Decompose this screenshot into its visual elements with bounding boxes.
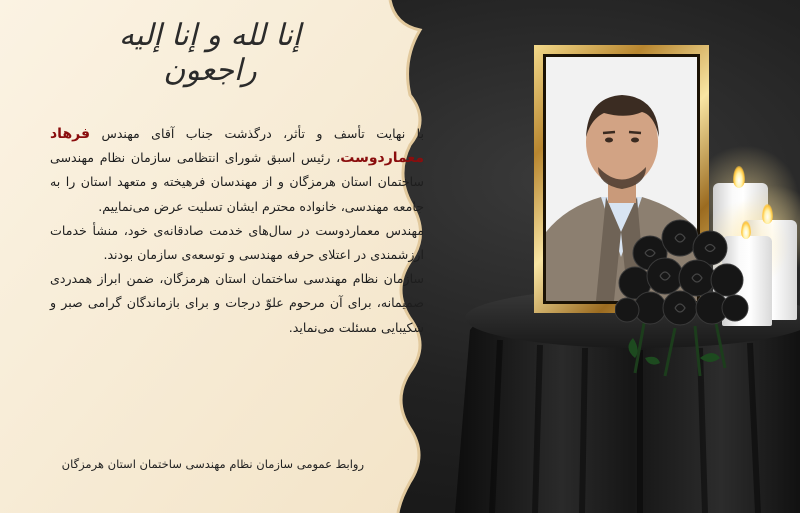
message-paragraph: با نهایت تأسف و تأثر، درگذشت جناب آقای مهندس فرهاد معماردوست، رئیس اسبق شورای انتظامی سازمان نظام مهندسی ساختمان استان هرمزگان و از مهندسان فرهیخته و متعهد استان را به جامعه مهندسی، خانواده محترم ایشان تسلیت عرض می‌نماییم. [50, 126, 424, 214]
flame-icon [733, 166, 745, 188]
signature: روابط عمومی سازمان نظام مهندسی ساختمان استان هرمزگان [61, 457, 364, 471]
message-paragraph: سازمان نظام مهندسی ساختمان استان هرمزگان، ضمن ابراز همدردی صمیمانه، برای آن مرحوم علوّ درجات و برای بازماندگان گرامی صبر و شکیبایی مسئلت می‌نماید. [50, 271, 424, 335]
quran-verse-calligraphy: إنا لله و إنا إليه راجعون [118, 18, 302, 88]
condolence-message [50, 122, 424, 340]
deceased-name: فرهاد معماردوست [50, 126, 424, 167]
message-paragraph: مهندس معماردوست در سال‌های خدمت صادقانه‌ی خود، منشأ خدمات ارزشمندی در اعتلای حرفه مهندسی و توسعه‌ی سازمان بودند. [50, 222, 424, 263]
black-roses-bouquet [615, 208, 755, 378]
